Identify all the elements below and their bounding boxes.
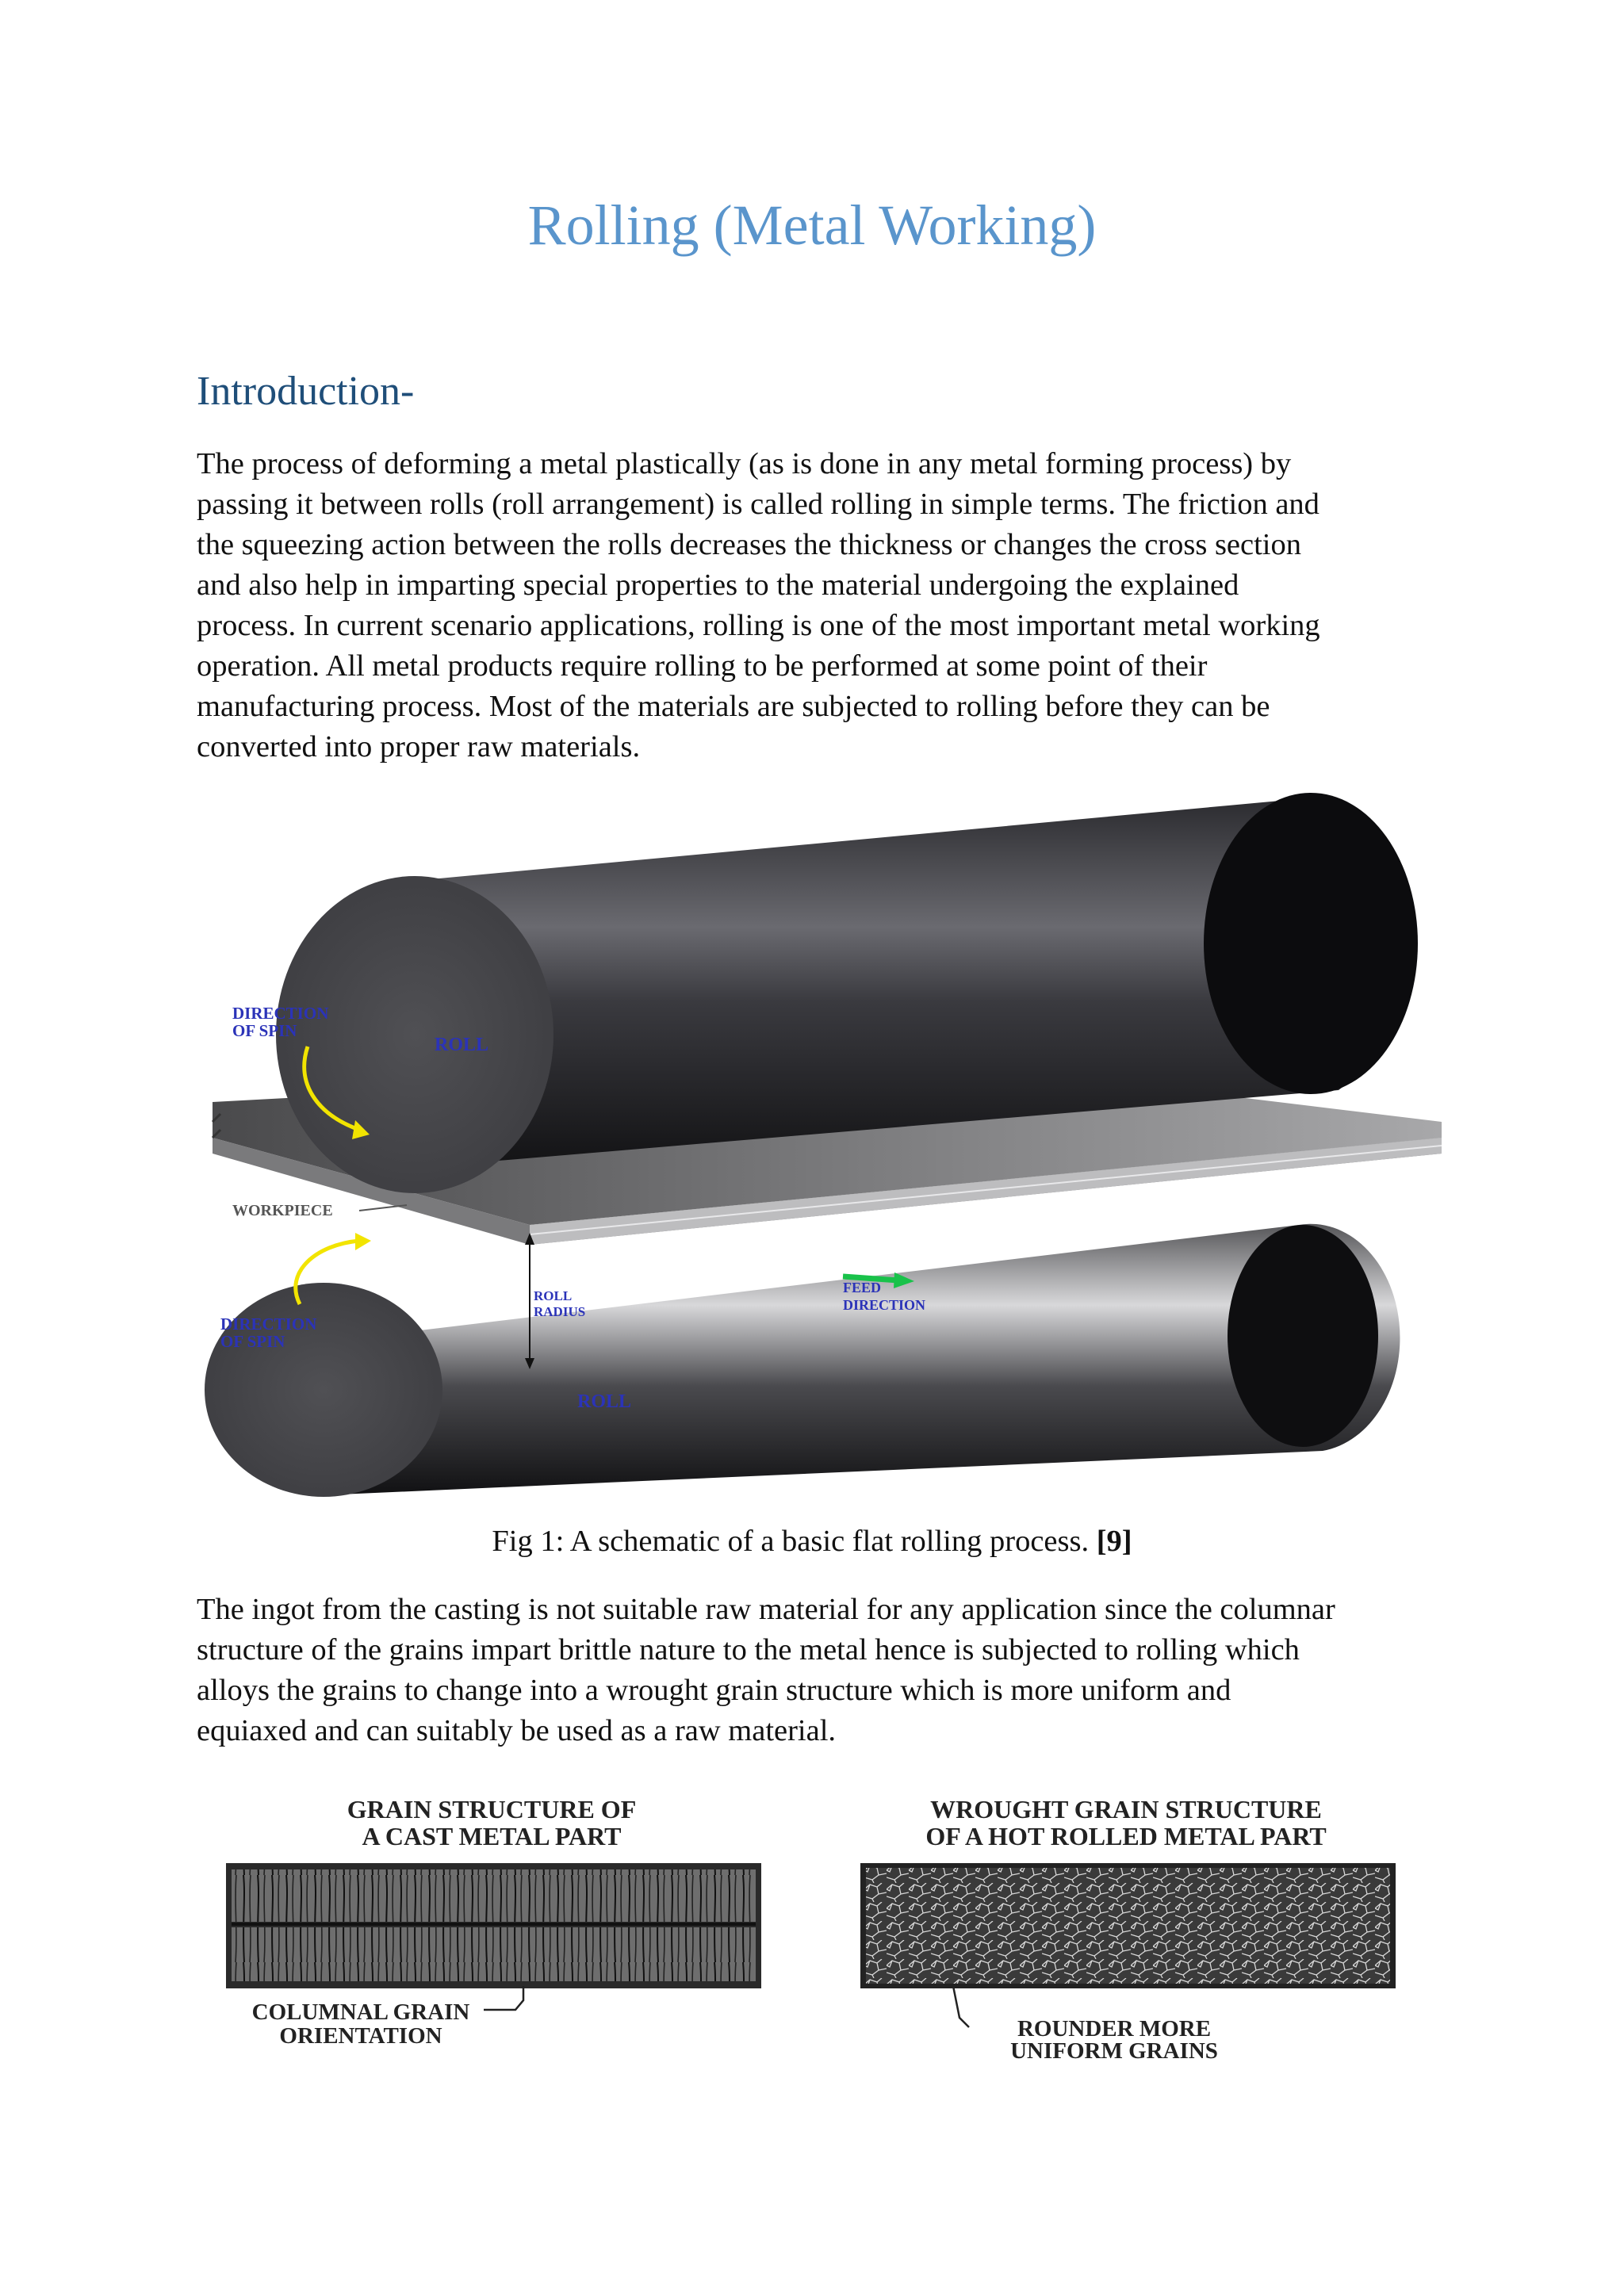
grain-right-title-1: WROUGHT GRAIN STRUCTURE <box>930 1795 1322 1823</box>
page-title: Rolling (Metal Working) <box>527 193 1097 257</box>
figure-1-caption <box>0 1526 1624 1557</box>
section-heading: Introduction- <box>197 369 415 414</box>
label-feed-direction-2: DIRECTION <box>843 1297 926 1313</box>
paragraph-line: the squeezing action between the rolls decreases the thickness or changes the cross section <box>197 528 1301 561</box>
label-workpiece: WORKPIECE <box>232 1202 333 1219</box>
grain-right-label-1: ROUNDER MORE <box>1017 2016 1212 2042</box>
spin-arrow-bottom-head <box>355 1233 371 1250</box>
paragraph-line: The process of deforming a metal plastically (as is done in any metal forming process) by <box>197 447 1292 480</box>
ingot-paragraph <box>197 1590 1434 1751</box>
intro-paragraph <box>197 444 1434 767</box>
paragraph-line: converted into proper raw materials. <box>197 730 641 763</box>
paragraph-line: structure of the grains impart brittle nature to the metal hence is subjected to rolling which <box>197 1633 1300 1667</box>
top-roll-end-face <box>276 876 553 1193</box>
grain-right-label-2: UNIFORM GRAINS <box>1010 2038 1218 2064</box>
grain-left-label-2: ORIENTATION <box>279 2023 442 2049</box>
uniform-leader-line <box>953 1986 969 2027</box>
label-roll-radius-1: ROLL <box>534 1288 573 1303</box>
label-direction-of-spin-bottom-2: OF SPIN <box>220 1332 285 1351</box>
grain-right-title-2: OF A HOT ROLLED METAL PART <box>925 1822 1327 1850</box>
label-roll-radius-2: RADIUS <box>534 1304 586 1319</box>
label-direction-of-spin-top-2: OF SPIN <box>232 1021 297 1040</box>
workpiece-leader-line <box>359 1205 407 1211</box>
grain-left-title-2: A CAST METAL PART <box>362 1822 622 1850</box>
label-feed-direction-1: FEED <box>843 1280 882 1295</box>
label-roll-bottom: ROLL <box>577 1391 632 1412</box>
paragraph-line: equiaxed and can suitably be used as a raw material. <box>197 1714 837 1747</box>
label-direction-of-spin-top-1: DIRECTION <box>232 1004 329 1023</box>
paragraph-line: process. In current scenario applications, rolling is one of the most important metal working <box>197 609 1320 642</box>
wrought-grain-block <box>860 1863 1396 1988</box>
label-roll-top: ROLL <box>435 1035 489 1055</box>
rolling-schematic-figure <box>197 781 1457 1498</box>
cast-grain-block <box>226 1863 761 1988</box>
paragraph-line: The ingot from the casting is not suitable raw material for any application since the columnar <box>197 1593 1335 1626</box>
paragraph-line: manufacturing process. Most of the materials are subjected to rolling before they can be <box>197 690 1270 723</box>
figure-1-caption-text: Fig 1: A schematic of a basic flat rolling process. <box>492 1525 1090 1558</box>
bottom-roll <box>205 1224 1400 1497</box>
paragraph-line: passing it between rolls (roll arrangement) is called rolling in simple terms. The friction and <box>197 488 1320 521</box>
figure-1-citation: [9] <box>1096 1525 1132 1558</box>
grain-structure-figure <box>198 1788 1435 2089</box>
grain-left-label-1: COLUMNAL GRAIN <box>251 1999 470 2025</box>
paragraph-line: alloys the grains to change into a wrought grain structure which is more uniform and <box>197 1674 1231 1707</box>
paragraph-line: and also help in imparting special properties to the material undergoing the explained <box>197 568 1239 602</box>
label-direction-of-spin-bottom-1: DIRECTION <box>220 1314 317 1334</box>
columnal-leader-line <box>484 1986 523 2010</box>
paragraph-line: operation. All metal products require rolling to be performed at some point of their <box>197 649 1208 683</box>
grain-left-title-1: GRAIN STRUCTURE OF <box>347 1795 637 1823</box>
